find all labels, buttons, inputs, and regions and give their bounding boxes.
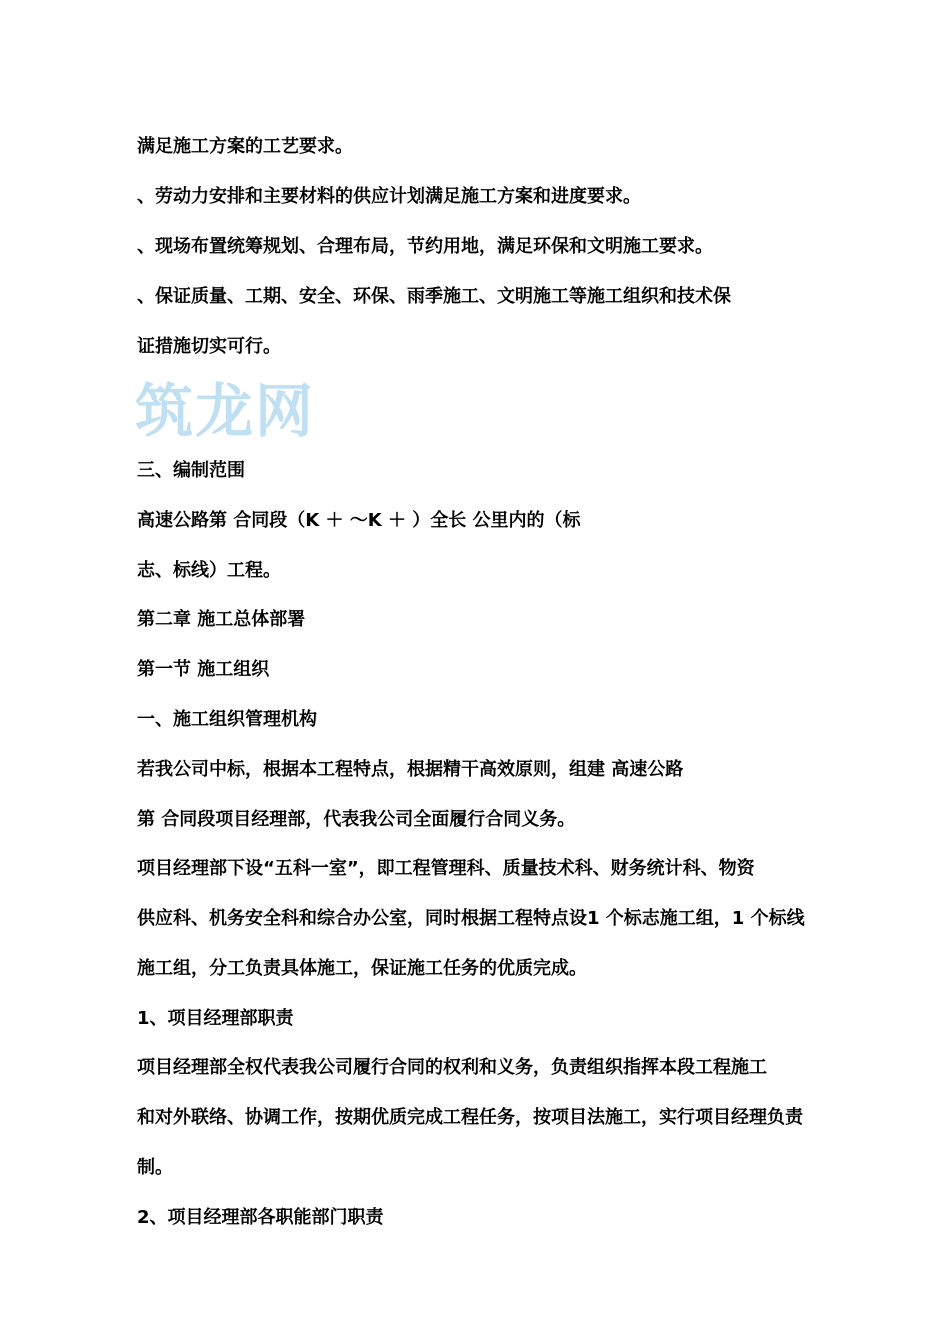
- paragraph-line: 志、标线）工程。: [137, 560, 281, 581]
- paragraph-line: 项目经理部下设“五科一室”，即工程管理科、质量技术科、财务统计科、物资: [137, 858, 755, 879]
- paragraph-line: 高速公路第 合同段（K ＋ ～K ＋ ）全长 公里内的（标: [137, 510, 581, 531]
- numbered-heading: 2、项目经理部各职能部门职责: [137, 1207, 384, 1228]
- chapter-heading: 第二章 施工总体部署: [137, 609, 306, 630]
- paragraph-line: 制。: [137, 1157, 173, 1178]
- paragraph-line: 满足施工方案的工艺要求。: [137, 136, 353, 157]
- paragraph-line: 供应科、机务安全科和综合办公室，同时根据工程特点设1 个标志施工组，1 个标线: [137, 908, 805, 929]
- section-heading-scope: 三、编制范围: [137, 460, 245, 481]
- subsection-heading: 一、施工组织管理机构: [137, 709, 317, 730]
- paragraph-line: 项目经理部全权代表我公司履行合同的权利和义务，负责组织指挥本段工程施工: [137, 1057, 767, 1078]
- paragraph-line: 第 合同段项目经理部，代表我公司全面履行合同义务。: [137, 809, 576, 830]
- list-item-labor-plan: 、劳动力安排和主要材料的供应计划满足施工方案和进度要求。: [137, 186, 641, 207]
- section-heading: 第一节 施工组织: [137, 659, 270, 680]
- numbered-heading: 1、项目经理部职责: [137, 1008, 294, 1029]
- paragraph-line: 和对外联络、协调工作，按期优质完成工程任务，按项目法施工，实行项目经理负责: [137, 1107, 803, 1128]
- paragraph-line: 若我公司中标，根据本工程特点，根据精干高效原则，组建 高速公路: [137, 759, 684, 780]
- watermark-logo: 筑龙网: [135, 377, 316, 445]
- paragraph-line: 证措施切实可行。: [137, 336, 281, 357]
- list-item-site-layout: 、现场布置统筹规划、合理布局，节约用地，满足环保和文明施工要求。: [137, 236, 713, 257]
- list-item-quality-assurance: 、保证质量、工期、安全、环保、雨季施工、文明施工等施工组织和技术保: [137, 286, 731, 307]
- paragraph-line: 施工组，分工负责具体施工，保证施工任务的优质完成。: [137, 958, 587, 979]
